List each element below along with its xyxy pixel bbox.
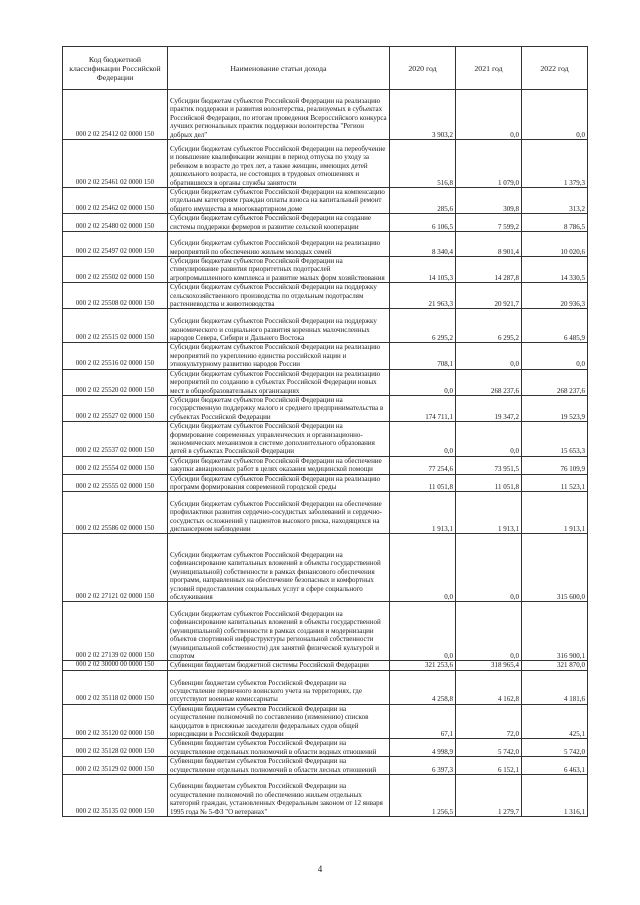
row-code: 000 2 02 35129 02 0000 150 — [63, 757, 168, 775]
row-value-2020: 6 295,2 — [390, 309, 456, 343]
table-row — [63, 90, 588, 140]
row-value-2020: 11 051,8 — [390, 474, 456, 492]
row-value-2022: 268 237,6 — [522, 369, 588, 395]
row-code: 000 2 02 25520 02 0000 150 — [63, 369, 168, 395]
row-value-2022: 1 913,1 — [522, 492, 588, 534]
row-name: Субвенции бюджетам субъектов Российской Федерации на осуществление первичного воинского учета на территориях, где отсутствуют военные комиссариаты — [168, 670, 390, 704]
table-row — [63, 343, 588, 369]
row-value-2021: 6 152,1 — [456, 757, 522, 775]
row-value-2021: 7 599,2 — [456, 214, 522, 232]
row-value-2022: 425,1 — [522, 704, 588, 739]
row-value-2021: 318 965,4 — [456, 661, 522, 670]
row-value-2022: 0,0 — [522, 343, 588, 369]
row-value-2022: 14 330,5 — [522, 257, 588, 283]
row-value-2020: 708,1 — [390, 343, 456, 369]
row-name: Субсидии бюджетам субъектов Российской Федерации на реализацию практик поддержки и развития волонтерства, реализуемых в субъектах Российской Федерации, по итогам проведения Всероссийского конкурса лучших региональных практик поддержки волонтерства "Регион добрых дел" — [168, 90, 390, 140]
row-value-2020: 0,0 — [390, 369, 456, 395]
row-code: 000 2 02 25554 02 0000 150 — [63, 456, 168, 474]
header-2022: 2022 год — [522, 47, 588, 90]
table-row — [63, 757, 588, 775]
row-code: 000 2 02 25461 02 0000 150 — [63, 140, 168, 188]
row-code: 000 2 02 25480 02 0000 150 — [63, 214, 168, 232]
row-value-2021: 20 921,7 — [456, 283, 522, 309]
row-value-2021: 1 279,7 — [456, 775, 522, 817]
row-value-2022: 6 485,9 — [522, 309, 588, 343]
row-name: Субвенции бюджетам субъектов Российской Федерации на осуществление отдельных полномочий в области лесных отношений — [168, 757, 390, 775]
row-name: Субвенции бюджетам субъектов Российской Федерации на осуществление полномочий по составлению (изменению) списков кандидатов в присяжные заседатели федеральных судов общей юрисдикции в Российской Федерации — [168, 704, 390, 739]
row-value-2022: 5 742,0 — [522, 739, 588, 757]
table-row — [63, 188, 588, 214]
row-name: Субсидии бюджетам субъектов Российской Федерации на формирование современных управленческих и организационно-экономических механизмов в системе дополнительного образования детей в субъектах Российской Федерации — [168, 422, 390, 457]
table-row — [63, 534, 588, 602]
row-value-2020: 1 256,5 — [390, 775, 456, 817]
revenue-table — [62, 46, 588, 817]
row-value-2020: 321 253,6 — [390, 661, 456, 670]
row-value-2020: 4 258,8 — [390, 670, 456, 704]
row-name: Субсидии бюджетам субъектов Российской Федерации на софинансирование капитальных вложений в объекты государственной (муниципальной) собственности в рамках создания и модернизации объектов спортивной инфраструктуры региональной собственности (муниципальной собственности) для занятий физической культурой и спортом — [168, 602, 390, 661]
row-value-2020: 4 998,9 — [390, 739, 456, 757]
table-row — [63, 257, 588, 283]
row-name: Субсидии бюджетам субъектов Российской Федерации на поддержку сельскохозяйственного производства по отдельным подотраслям растениеводства и животноводства — [168, 283, 390, 309]
row-name: Субсидии бюджетам субъектов Российской Федерации на создание системы поддержки фермеров и развитие сельской кооперации — [168, 214, 390, 232]
row-code: 000 2 02 25555 02 0000 150 — [63, 474, 168, 492]
row-code: 000 2 02 25527 02 0000 150 — [63, 395, 168, 421]
row-value-2020: 0,0 — [390, 534, 456, 602]
row-code: 000 2 02 25586 02 0000 150 — [63, 492, 168, 534]
row-value-2021: 14 287,8 — [456, 257, 522, 283]
row-name: Субсидии бюджетам субъектов Российской Федерации на обеспечение закупки авиационных работ в целях оказания медицинской помощи — [168, 456, 390, 474]
row-code: 000 2 02 25497 02 0000 150 — [63, 232, 168, 257]
row-value-2020: 14 105,3 — [390, 257, 456, 283]
row-name: Субсидии бюджетам субъектов Российской Федерации на реализацию программ формирования современной городской среды — [168, 474, 390, 492]
row-code: 000 2 02 35118 02 0000 150 — [63, 670, 168, 704]
table-row — [63, 492, 588, 534]
row-value-2020: 0,0 — [390, 422, 456, 457]
row-name: Субсидии бюджетам субъектов Российской Федерации на поддержку экономического и социального развития коренных малочисленных народов Севера, Сибири и Дальнего Востока — [168, 309, 390, 343]
row-value-2021: 0,0 — [456, 422, 522, 457]
table-row — [63, 214, 588, 232]
table-row — [63, 670, 588, 704]
row-value-2021: 72,0 — [456, 704, 522, 739]
row-code: 000 2 02 30000 00 0000 150 — [63, 661, 168, 670]
row-value-2021: 19 347,2 — [456, 395, 522, 421]
row-value-2022: 10 020,6 — [522, 232, 588, 257]
row-value-2020: 0,0 — [390, 602, 456, 661]
row-value-2021: 309,8 — [456, 188, 522, 214]
table-row — [63, 704, 588, 739]
row-code: 000 2 02 25516 02 0000 150 — [63, 343, 168, 369]
row-name: Субвенции бюджетам субъектов Российской Федерации на осуществление полномочий по обеспечению жильем отдельных категорий граждан, установленных Федеральным законом от 12 января 1995 года № 5-ФЗ "О ветеранах" — [168, 775, 390, 817]
row-name: Субсидии бюджетам субъектов Российской Федерации на государственную поддержку малого и среднего предпринимательства в субъектах Российской Федерации — [168, 395, 390, 421]
row-code: 000 2 02 25537 02 0000 150 — [63, 422, 168, 457]
row-value-2021: 73 951,5 — [456, 456, 522, 474]
row-value-2022: 1 379,3 — [522, 140, 588, 188]
table-row — [63, 283, 588, 309]
row-value-2022: 321 870,0 — [522, 661, 588, 670]
row-value-2020: 6 106,5 — [390, 214, 456, 232]
row-value-2022: 315 600,0 — [522, 534, 588, 602]
table-row — [63, 739, 588, 757]
row-value-2022: 316 900,1 — [522, 602, 588, 661]
row-value-2022: 6 463,1 — [522, 757, 588, 775]
row-value-2022: 0,0 — [522, 90, 588, 140]
row-value-2021: 5 742,0 — [456, 739, 522, 757]
row-value-2021: 0,0 — [456, 602, 522, 661]
row-value-2021: 0,0 — [456, 534, 522, 602]
row-value-2022: 4 181,6 — [522, 670, 588, 704]
table-row — [63, 309, 588, 343]
row-name: Субсидии бюджетам субъектов Российской Федерации на компенсацию отдельным категориям граждан оплаты взноса на капитальный ремонт общего имущества в многоквартирном доме — [168, 188, 390, 214]
row-name: Субвенции бюджетам бюджетной системы Российской Федерации — [168, 661, 390, 670]
row-value-2022: 11 523,1 — [522, 474, 588, 492]
row-value-2021: 1 913,1 — [456, 492, 522, 534]
table-row — [63, 232, 588, 257]
row-value-2020: 67,1 — [390, 704, 456, 739]
header-name: Наименование статьи дохода — [168, 47, 390, 90]
row-name: Субсидии бюджетам субъектов Российской Федерации на стимулирование развития приоритетных подотраслей агропромышленного комплекса и развитие малых форм хозяйствования — [168, 257, 390, 283]
row-value-2021: 1 079,0 — [456, 140, 522, 188]
page-number: 4 — [317, 864, 323, 874]
row-value-2022: 15 653,3 — [522, 422, 588, 457]
header-2020: 2020 год — [390, 47, 456, 90]
row-code: 000 2 02 35128 02 0000 150 — [63, 739, 168, 757]
table-row — [63, 369, 588, 395]
row-value-2021: 8 901,4 — [456, 232, 522, 257]
row-code: 000 2 02 25502 02 0000 150 — [63, 257, 168, 283]
row-value-2021: 11 051,8 — [456, 474, 522, 492]
row-name: Субсидии бюджетам субъектов Российской Федерации на реализацию мероприятий по укреплению единства российской нации и этнокультурному развитию народов России — [168, 343, 390, 369]
row-value-2022: 1 316,1 — [522, 775, 588, 817]
row-value-2022: 19 523,9 — [522, 395, 588, 421]
row-value-2022: 76 109,9 — [522, 456, 588, 474]
row-code: 000 2 02 27121 02 0000 150 — [63, 534, 168, 602]
budget-table-sheet — [62, 46, 587, 817]
row-code: 000 2 02 25515 02 0000 150 — [63, 309, 168, 343]
row-code: 000 2 02 25508 02 0000 150 — [63, 283, 168, 309]
row-value-2021: 6 295,2 — [456, 309, 522, 343]
table-body — [63, 90, 588, 817]
row-value-2020: 516,8 — [390, 140, 456, 188]
row-name: Субсидии бюджетам субъектов Российской Федерации на реализацию мероприятий по созданию в субъектах Российской Федерации новых мест в общеобразовательных организациях — [168, 369, 390, 395]
header-code: Код бюджетной классификации Российской Федерации — [63, 47, 168, 90]
table-row — [63, 474, 588, 492]
row-value-2021: 0,0 — [456, 90, 522, 140]
row-value-2021: 4 162,8 — [456, 670, 522, 704]
row-value-2021: 268 237,6 — [456, 369, 522, 395]
table-row — [63, 661, 588, 670]
row-value-2020: 21 963,3 — [390, 283, 456, 309]
row-value-2020: 6 397,3 — [390, 757, 456, 775]
row-code: 000 2 02 27139 02 0000 150 — [63, 602, 168, 661]
row-value-2020: 77 254,6 — [390, 456, 456, 474]
row-name: Субсидии бюджетам субъектов Российской Федерации на софинансирование капитальных вложений в объекты государственной (муниципальной) собственности в рамках финансового обеспечения программ, направленных на обеспечение безопасных и комфортных условий предоставления социальных услуг в сфере социального обслуживания — [168, 534, 390, 602]
table-header-row — [63, 47, 588, 90]
row-code: 000 2 02 35120 02 0000 150 — [63, 704, 168, 739]
table-row — [63, 456, 588, 474]
header-2021: 2021 год — [456, 47, 522, 90]
table-row — [63, 395, 588, 421]
row-code: 000 2 02 25412 02 0000 150 — [63, 90, 168, 140]
row-name: Субсидии бюджетам субъектов Российской Федерации на переобучение и повышение квалификации женщин в период отпуска по уходу за ребенком в возрасте до трех лет, а также женщин, имеющих детей дошкольного возраста, не состоящих в трудовых отношениях и обратившихся в органы службы занятости — [168, 140, 390, 188]
row-value-2021: 0,0 — [456, 343, 522, 369]
row-name: Субсидии бюджетам субъектов Российской Федерации на реализацию мероприятий по обеспечению жильем молодых семей — [168, 232, 390, 257]
row-code: 000 2 02 35135 02 0000 150 — [63, 775, 168, 817]
row-value-2020: 1 913,1 — [390, 492, 456, 534]
row-value-2020: 174 711,1 — [390, 395, 456, 421]
row-value-2020: 8 340,4 — [390, 232, 456, 257]
row-name: Субвенции бюджетам субъектов Российской Федерации на осуществление отдельных полномочий в области водных отношений — [168, 739, 390, 757]
row-value-2022: 313,2 — [522, 188, 588, 214]
table-row — [63, 422, 588, 457]
row-value-2022: 20 936,3 — [522, 283, 588, 309]
table-row — [63, 140, 588, 188]
row-value-2022: 8 786,5 — [522, 214, 588, 232]
row-value-2020: 3 903,2 — [390, 90, 456, 140]
row-code: 000 2 02 25462 02 0000 150 — [63, 188, 168, 214]
row-value-2020: 285,6 — [390, 188, 456, 214]
row-name: Субсидии бюджетам субъектов Российской Федерации на обеспечение профилактики развития сердечно-сосудистых заболеваний и сердечно-сосудистых осложнений у пациентов высокого риска, находящихся на диспансерном наблюдении — [168, 492, 390, 534]
table-row — [63, 775, 588, 817]
table-row — [63, 602, 588, 661]
